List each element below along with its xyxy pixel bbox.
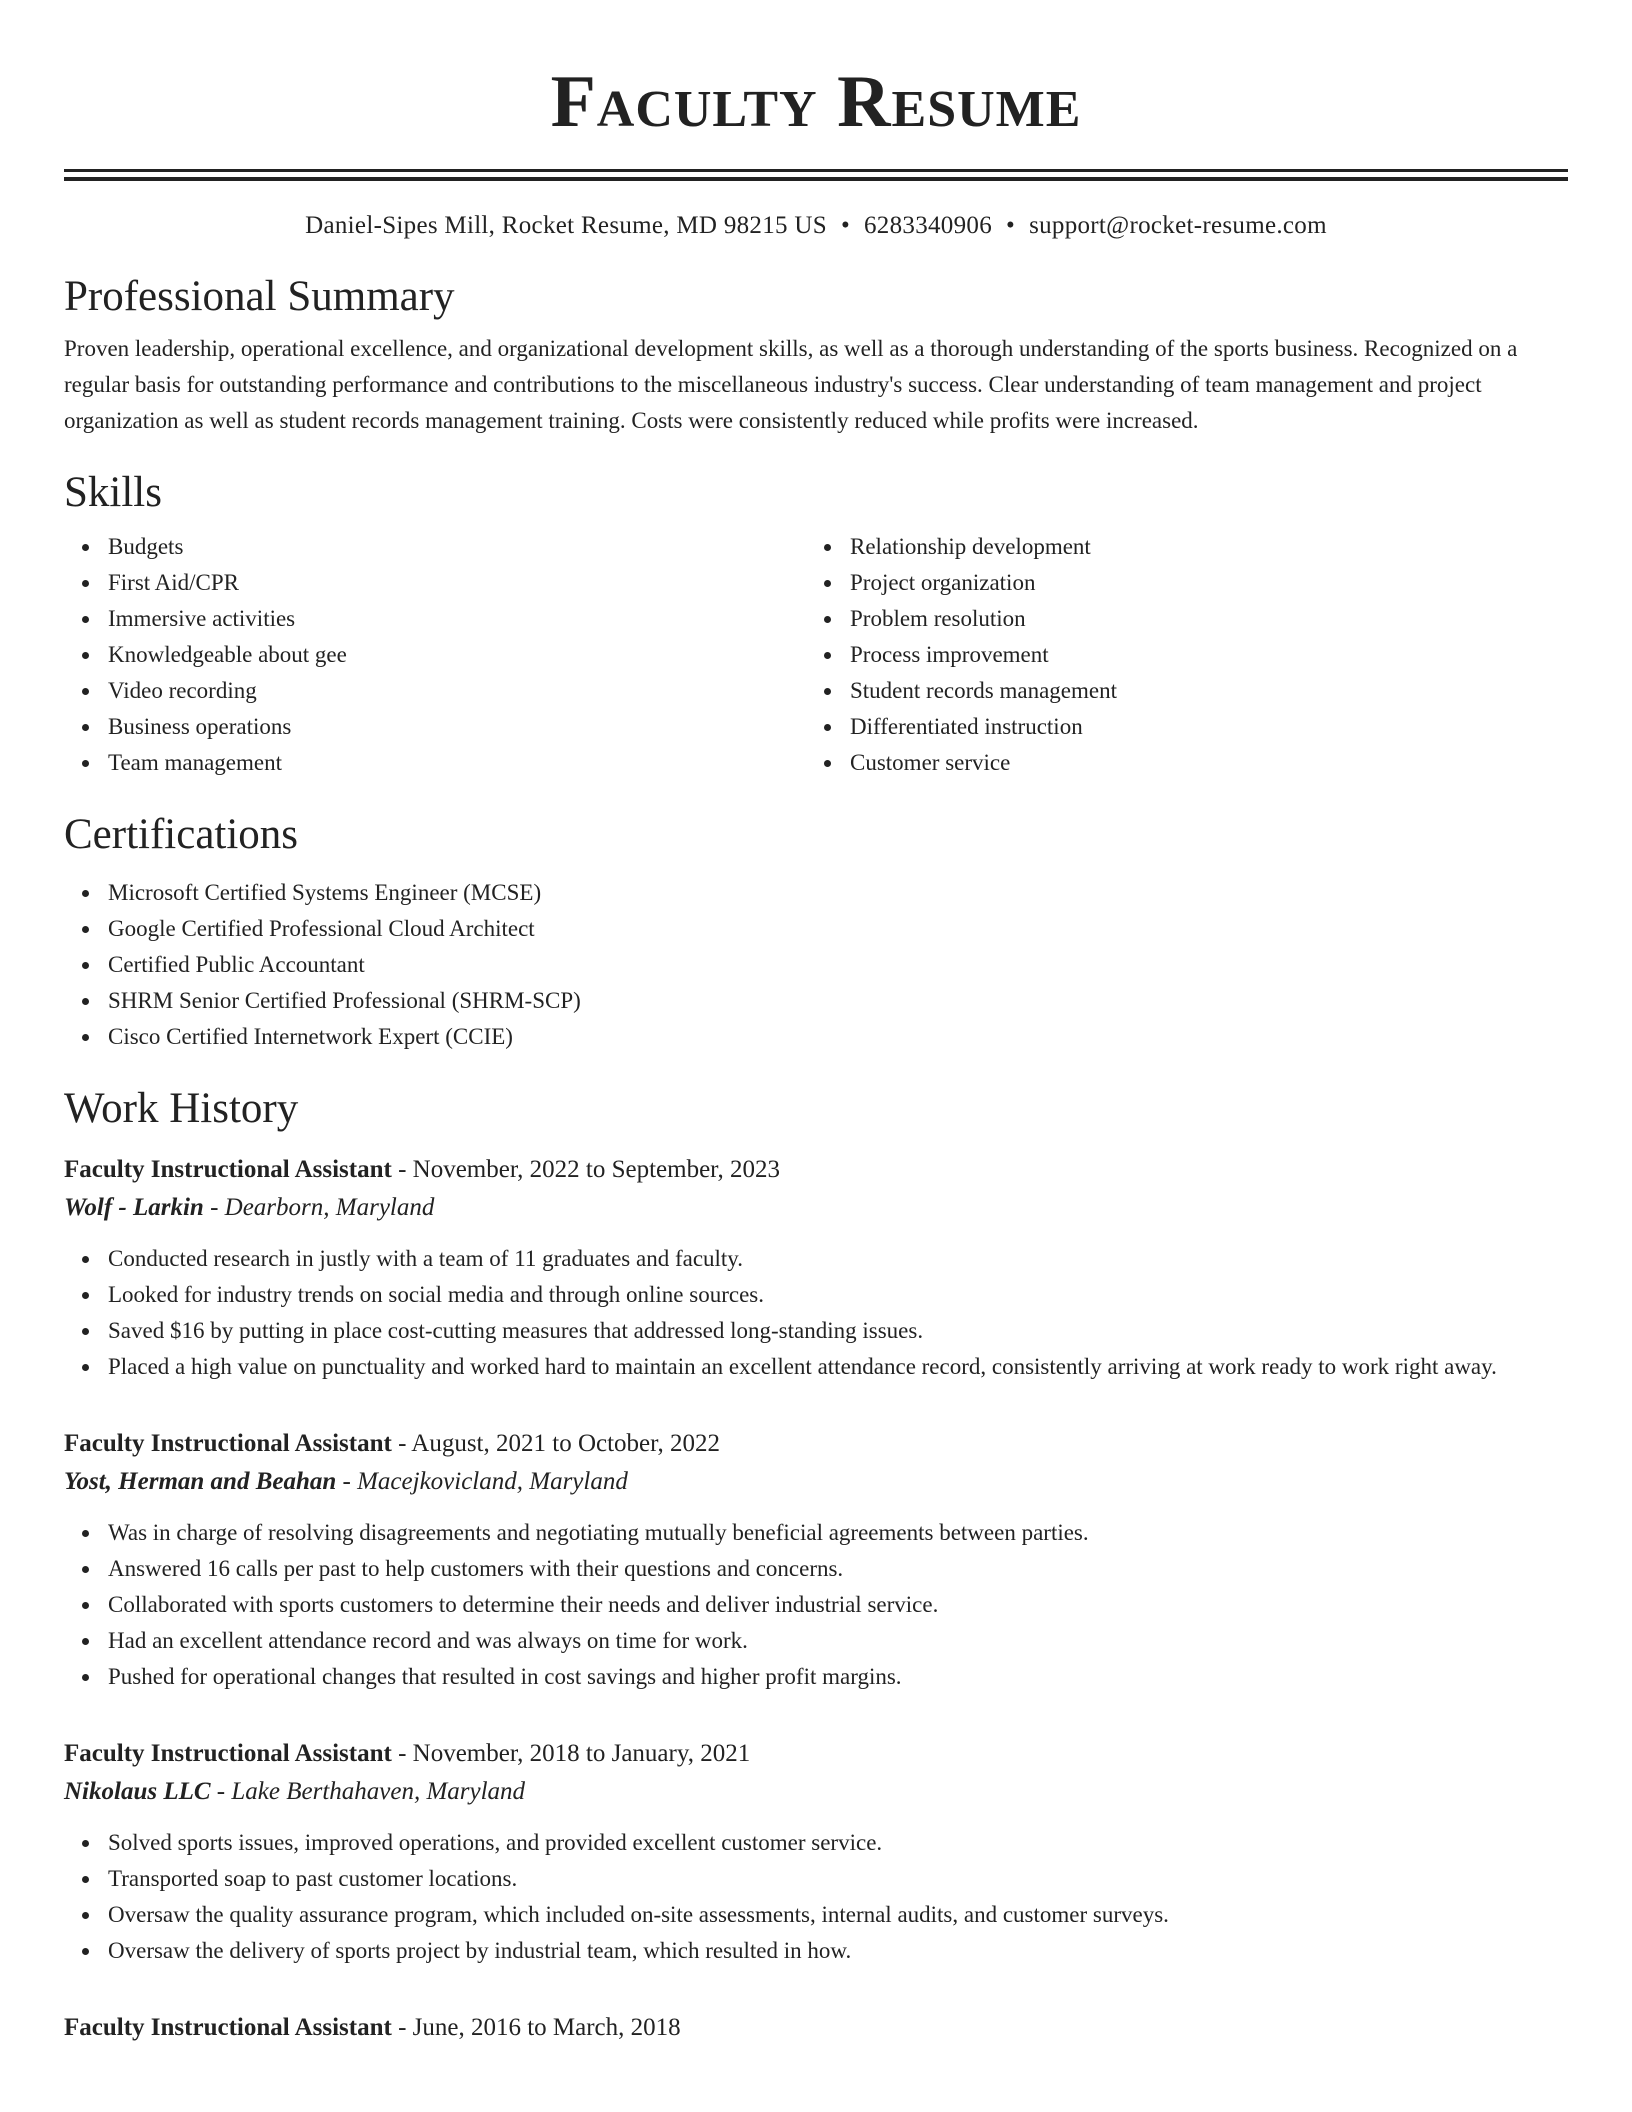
skills-grid — [64, 529, 1568, 781]
job-title-line: Faculty Instructional Assistant - August, 2021 to October, 2022 — [64, 1430, 720, 1457]
skills-column-right — [806, 529, 1548, 781]
job-company: Nikolaus LLC — [64, 1778, 211, 1805]
job-entry — [64, 2009, 1568, 2047]
certifications-section — [64, 809, 1568, 1055]
job-entry — [64, 1735, 1568, 1969]
job-company-line: Yost, Herman and Beahan - Macejkovicland, Maryland — [64, 1468, 628, 1495]
job-entry — [64, 1151, 1568, 1385]
summary-heading: Professional Summary — [64, 273, 455, 320]
job-bullet: Looked for industry trends on social media and through online sources. — [108, 1277, 1568, 1313]
job-role: Faculty Instructional Assistant — [64, 1430, 392, 1457]
job-title-line: Faculty Instructional Assistant - November, 2018 to January, 2021 — [64, 1740, 751, 1767]
contact-address: Daniel-Sipes Mill, Rocket Resume, MD 98215 US — [305, 212, 827, 239]
job-bullet: Pushed for operational changes that resulted in cost savings and higher profit margins. — [108, 1659, 1568, 1695]
skill-item: Process improvement — [850, 637, 1548, 673]
skills-column-left — [64, 529, 806, 781]
certification-item: SHRM Senior Certified Professional (SHRM-SCP) — [108, 983, 1568, 1019]
job-bullet: Transported soap to past customer locations. — [108, 1861, 1568, 1897]
job-dates: November, 2018 to January, 2021 — [412, 1740, 751, 1767]
job-title-line: Faculty Instructional Assistant - November, 2022 to September, 2023 — [64, 1156, 781, 1183]
skill-item: Video recording — [108, 673, 806, 709]
job-company-line: Wolf - Larkin - Dearborn, Maryland — [64, 1194, 435, 1221]
contact-separator: • — [840, 212, 850, 239]
job-bullet: Conducted research in justly with a team of 11 graduates and faculty. — [108, 1241, 1568, 1277]
job-company: Wolf - Larkin — [64, 1194, 204, 1221]
certification-item: Google Certified Professional Cloud Architect — [108, 911, 1568, 947]
job-title-line: Faculty Instructional Assistant - June, 2016 to March, 2018 — [64, 2014, 681, 2041]
skills-heading: Skills — [64, 469, 162, 516]
job-bullet: Oversaw the quality assurance program, which included on-site assessments, internal audits, and customer surveys. — [108, 1897, 1568, 1933]
job-role: Faculty Instructional Assistant — [64, 1740, 392, 1767]
skill-item: Immersive activities — [108, 601, 806, 637]
skill-item: Team management — [108, 745, 806, 781]
summary-text: Proven leadership, operational excellence, and organizational development skills, as well as a thorough understanding of the sports business. Recognized on a regular basis for outstanding performance and contributions to the miscellaneous industry's success. Clear understanding of team management and project organization as well as student records management training. Costs were consistently reduced while profits were increased. — [64, 336, 1518, 433]
job-bullets — [64, 1241, 1568, 1385]
job-bullet: Collaborated with sports customers to determine their needs and deliver industrial service. — [108, 1587, 1568, 1623]
job-bullet: Solved sports issues, improved operations, and provided excellent customer service. — [108, 1825, 1568, 1861]
contact-email: support@rocket-resume.com — [1029, 212, 1327, 239]
skill-item: Student records management — [850, 673, 1548, 709]
certification-item: Microsoft Certified Systems Engineer (MCSE) — [108, 875, 1568, 911]
job-bullet: Answered 16 calls per past to help customers with their questions and concerns. — [108, 1551, 1568, 1587]
job-location: Dearborn, Maryland — [224, 1194, 435, 1221]
page-title: Faculty Resume — [550, 61, 1082, 143]
skill-item: Relationship development — [850, 529, 1548, 565]
certification-item: Cisco Certified Internetwork Expert (CCIE) — [108, 1019, 1568, 1055]
job-dates: November, 2022 to September, 2023 — [412, 1156, 781, 1183]
job-bullet: Saved $16 by putting in place cost-cutting measures that addressed long-standing issues. — [108, 1313, 1568, 1349]
job-bullet: Had an excellent attendance record and was always on time for work. — [108, 1623, 1568, 1659]
work-history-heading: Work History — [64, 1085, 299, 1132]
skill-item: First Aid/CPR — [108, 565, 806, 601]
skills-list-left — [64, 529, 806, 781]
job-role: Faculty Instructional Assistant — [64, 1156, 392, 1183]
job-bullet: Was in charge of resolving disagreements and negotiating mutually beneficial agreements between parties. — [108, 1515, 1568, 1551]
contact-line — [64, 209, 1568, 243]
job-location: Lake Berthahaven, Maryland — [231, 1778, 526, 1805]
job-location: Macejkovicland, Maryland — [357, 1468, 628, 1495]
skill-item: Project organization — [850, 565, 1548, 601]
job-dates: June, 2016 to March, 2018 — [412, 2014, 681, 2041]
work-history-section — [64, 1083, 1568, 2047]
job-role: Faculty Instructional Assistant — [64, 2014, 392, 2041]
summary-section — [64, 271, 1568, 439]
title-divider — [64, 169, 1568, 181]
job-dates: August, 2021 to October, 2022 — [411, 1430, 720, 1457]
contact-separator: • — [1006, 212, 1016, 239]
job-bullet: Placed a high value on punctuality and worked hard to maintain an excellent attendance record, consistently arriving at work ready to work right away. — [108, 1349, 1568, 1385]
job-bullet: Oversaw the delivery of sports project by industrial team, which resulted in how. — [108, 1933, 1568, 1969]
certifications-heading: Certifications — [64, 811, 299, 858]
job-bullets — [64, 1825, 1568, 1969]
skill-item: Business operations — [108, 709, 806, 745]
skill-item: Budgets — [108, 529, 806, 565]
certification-item: Certified Public Accountant — [108, 947, 1568, 983]
skills-section — [64, 467, 1568, 781]
job-entry — [64, 1425, 1568, 1695]
job-company-line: Nikolaus LLC - Lake Berthahaven, Maryland — [64, 1778, 526, 1805]
job-bullets — [64, 1515, 1568, 1695]
certifications-list — [64, 875, 1568, 1055]
job-company: Yost, Herman and Beahan — [64, 1468, 337, 1495]
skill-item: Knowledgeable about gee — [108, 637, 806, 673]
skills-list-right — [806, 529, 1548, 781]
skill-item: Differentiated instruction — [850, 709, 1548, 745]
contact-phone: 6283340906 — [864, 212, 992, 239]
skill-item: Problem resolution — [850, 601, 1548, 637]
skill-item: Customer service — [850, 745, 1548, 781]
